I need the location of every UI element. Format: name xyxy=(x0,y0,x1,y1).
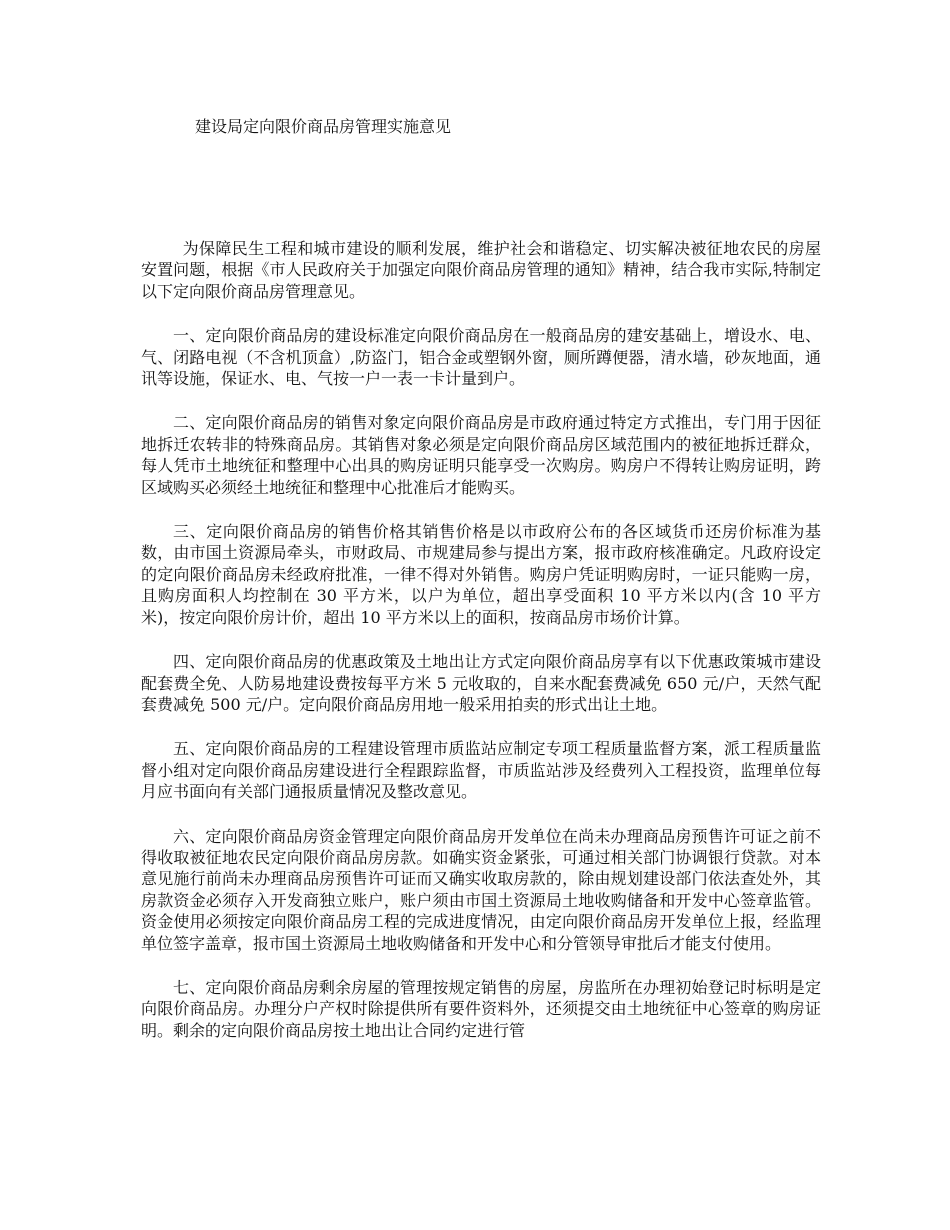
paragraph-construction-management: 五、定向限价商品房的工程建设管理市质监站应制定专项工程质量监督方案，派工程质量监督小组对定向限价商品房建设进行全程跟踪监督，市质监站涉及经费列入工程投资，监理单位每月应书面向有关部门通报质量情况及整改意见。 xyxy=(141,739,821,802)
document-title: 建设局定向限价商品房管理实施意见 xyxy=(195,117,452,136)
paragraph-remaining-housing: 七、定向限价商品房剩余房屋的管理按规定销售的房屋，房监所在办理初始登记时标明是定向限价商品房。办理分户产权时除提供所有要件资料外，还须提交由土地统征中心签章的购房证明。剩余的定向限价商品房按土地出让合同约定进行管 xyxy=(141,977,821,1040)
paragraph-construction-standard: 一、定向限价商品房的建设标准定向限价商品房在一般商品房的建安基础上，增设水、电、气、闭路电视（不含机顶盒）,防盗门，铝合金或塑钢外窗，厕所蹲便器，清水墙，砂灰地面，通讯等设施，保证水、电、气按一户一表一卡计量到户。 xyxy=(141,326,821,389)
paragraph-intro: 为保障民生工程和城市建设的顺利发展，维护社会和谐稳定、切实解决被征地农民的房屋安置问题，根据《市人民政府关于加强定向限价商品房管理的通知》精神，结合我市实际,特制定以下定向限价商品房管理意见。 xyxy=(141,239,821,301)
document-body xyxy=(141,238,821,1064)
paragraph-sales-price: 三、定向限价商品房的销售价格其销售价格是以市政府公布的各区域货币还房价标准为基数，由市国土资源局牵头，市财政局、市规建局参与提出方案，报市政府核准确定。凡政府设定的定向限价商品房未经政府批准，一律不得对外销售。购房户凭证明购房时，一证只能购一房，且购房面积人均控制在 30 平方米，以户为单位，超出享受面积 10 平方米以内(含 10 平方米)，按定向限价房计价，超出 10 平方米以上的面积，按商品房市场价计算。 xyxy=(141,522,821,627)
paragraph-sales-target: 二、定向限价商品房的销售对象定向限价商品房是市政府通过特定方式推出，专门用于因征地拆迁农转非的特殊商品房。其销售对象必须是定向限价商品房区域范围内的被征地拆迁群众，每人凭市土地统征和整理中心出具的购房证明只能享受一次购房。购房户不得转让购房证明，跨区域购买必须经土地统征和整理中心批准后才能购买。 xyxy=(141,413,821,497)
paragraph-preferential-policy: 四、定向限价商品房的优惠政策及土地出让方式定向限价商品房享有以下优惠政策城市建设配套费全免、人防易地建设费按每平方米 5 元收取的，自来水配套费减免 650 元/户，天然气配套费减免 500 元/户。定向限价商品房用地一般采用拍卖的形式出让土地。 xyxy=(141,652,821,714)
paragraph-fund-management: 六、定向限价商品房资金管理定向限价商品房开发单位在尚未办理商品房预售许可证之前不得收取被征地农民定向限价商品房房款。如确实资金紧张，可通过相关部门协调银行贷款。对本意见施行前尚未办理商品房预售许可证而又确实收取房款的，除由规划建设部门依法查处外，其房款资金必须存入开发商独立账户，账户须由市国土资源局土地收购储备和开发中心签章监管。资金使用必须按定向限价商品房工程的完成进度情况，由定向限价商品房开发单位上报，经监理单位签字盖章，报市国土资源局土地收购储备和开发中心和分管领导审批后才能支付使用。 xyxy=(141,826,821,953)
